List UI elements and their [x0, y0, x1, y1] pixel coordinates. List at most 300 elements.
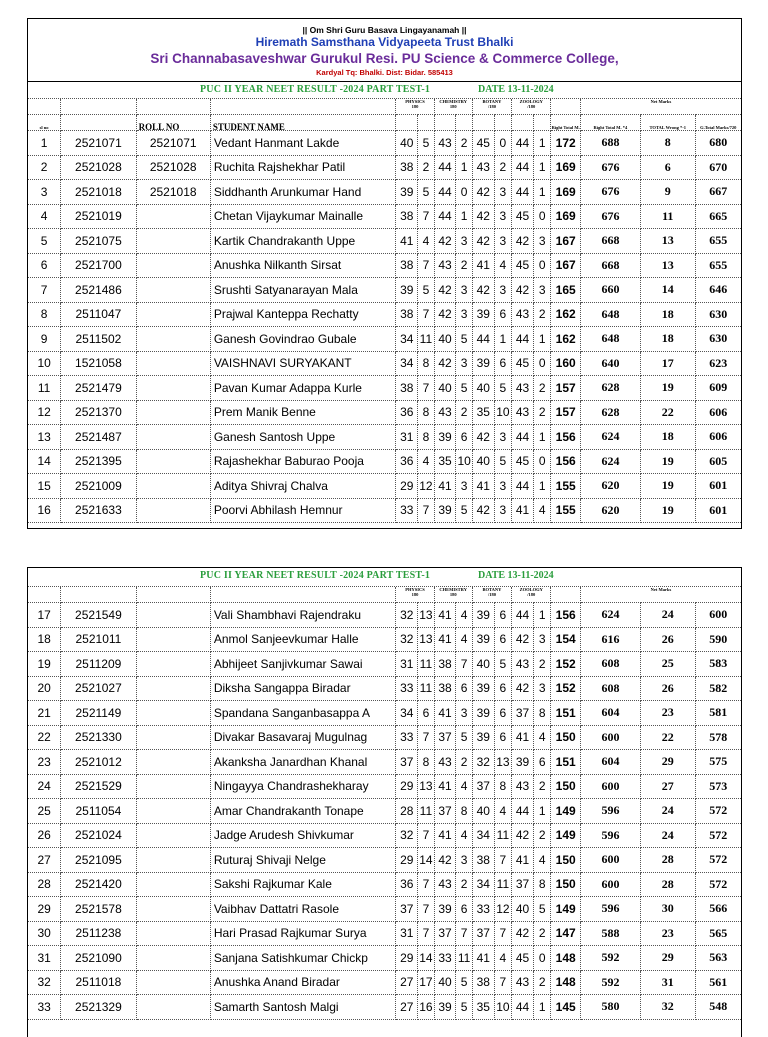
- chemistry-right-cell: 43: [434, 400, 456, 425]
- physics-right-cell: 34: [396, 327, 418, 352]
- zoology-right-cell: 43: [512, 774, 534, 799]
- physics-wrong-cell: 12: [418, 474, 434, 499]
- chemistry-right-cell: 44: [434, 180, 456, 205]
- roll-no-cell: [136, 400, 210, 425]
- right-total-cell: 150: [551, 848, 580, 873]
- zoology-right-cell: 45: [512, 204, 534, 229]
- physics-right-cell: 36: [396, 872, 418, 897]
- right-total-cell: 155: [551, 498, 580, 523]
- sl-no-cell: 10: [28, 351, 61, 376]
- right-total-x4-cell: 648: [580, 327, 640, 352]
- student-name-cell: Diksha Sangappa Biradar: [210, 676, 396, 701]
- marks-table-2: [28, 587, 741, 1020]
- wrong-total-cell: 26: [640, 676, 695, 701]
- botany-right-cell: 42: [472, 278, 494, 303]
- zoology-wrong-cell: 1: [533, 995, 550, 1020]
- roll-code-cell: 2521479: [61, 376, 136, 401]
- right-total-cell: 151: [551, 701, 580, 726]
- grand-total-cell: 600: [695, 603, 741, 628]
- sl-no-cell: 32: [28, 970, 61, 995]
- zoology-wrong-cell: 1: [533, 425, 550, 450]
- chemistry-wrong-cell: 8: [456, 799, 472, 824]
- physics-right-cell: 38: [396, 376, 418, 401]
- wrong-total-cell: 19: [640, 474, 695, 499]
- chemistry-right-cell: 40: [434, 376, 456, 401]
- grand-total-cell: 646: [695, 278, 741, 303]
- table-row: [28, 701, 741, 726]
- chemistry-right-cell: 43: [434, 253, 456, 278]
- student-name-cell: Vedant Hanmant Lakde: [210, 131, 396, 156]
- roll-code-cell: 2521633: [61, 498, 136, 523]
- zoology-wrong-cell: 4: [533, 725, 550, 750]
- roll-code-cell: 2521370: [61, 400, 136, 425]
- chemistry-wrong-cell: 3: [456, 229, 472, 254]
- chemistry-right-cell: 43: [434, 131, 456, 156]
- zoology-right-cell: 42: [512, 823, 534, 848]
- student-name-cell: Spandana Sanganbasappa A: [210, 701, 396, 726]
- zoology-wrong-cell: 1: [533, 155, 550, 180]
- grand-total-cell: 680: [695, 131, 741, 156]
- chemistry-right-cell: 44: [434, 204, 456, 229]
- zoology-wrong-cell: 0: [533, 253, 550, 278]
- botany-wrong-cell: 3: [494, 204, 511, 229]
- right-total-x4-cell: 628: [580, 400, 640, 425]
- right-total-x4-cell: 648: [580, 302, 640, 327]
- physics-right-cell: 34: [396, 351, 418, 376]
- table-row: [28, 351, 741, 376]
- physics-wrong-cell: 16: [418, 995, 434, 1020]
- sl-no-cell: 6: [28, 253, 61, 278]
- chemistry-right-cell: 42: [434, 848, 456, 873]
- botany-right-cell: 42: [472, 180, 494, 205]
- chemistry-right-cell: 41: [434, 774, 456, 799]
- chemistry-wrong-cell: 4: [456, 627, 472, 652]
- table-row: [28, 921, 741, 946]
- student-name-cell: Aditya Shivraj Chalva: [210, 474, 396, 499]
- botany-right-cell: 32: [472, 750, 494, 775]
- zoology-right-cell: 45: [512, 946, 534, 971]
- chemistry-wrong-cell: 3: [456, 848, 472, 873]
- botany-wrong-cell: 12: [494, 897, 511, 922]
- chemistry-wrong-cell: 0: [456, 180, 472, 205]
- zoology-right-cell: 42: [512, 676, 534, 701]
- sl-no-cell: 28: [28, 872, 61, 897]
- roll-no-cell: [136, 425, 210, 450]
- chemistry-right-cell: 37: [434, 725, 456, 750]
- botany-header-2: BOTANY /180: [472, 587, 511, 603]
- wrong-total-cell: 25: [640, 652, 695, 677]
- right-total-x4-cell: 616: [580, 627, 640, 652]
- physics-wrong-cell: 6: [418, 701, 434, 726]
- physics-right-cell: 38: [396, 253, 418, 278]
- botany-right-cell: 42: [472, 425, 494, 450]
- sl-no-cell: 20: [28, 676, 61, 701]
- right-total-x4-cell: 624: [580, 449, 640, 474]
- wrong-total-cell: 24: [640, 603, 695, 628]
- chemistry-wrong-cell: 6: [456, 425, 472, 450]
- zoology-right-cell: 43: [512, 376, 534, 401]
- botany-wrong-cell: 6: [494, 351, 511, 376]
- zoology-right-cell: 44: [512, 799, 534, 824]
- physics-wrong-cell: 7: [418, 376, 434, 401]
- physics-wrong-cell: 7: [418, 872, 434, 897]
- physics-right-cell: 36: [396, 449, 418, 474]
- chemistry-wrong-cell: 2: [456, 750, 472, 775]
- botany-wrong-cell: 6: [494, 627, 511, 652]
- student-name-cell: Poorvi Abhilash Hemnur: [210, 498, 396, 523]
- sl-no-cell: 2: [28, 155, 61, 180]
- zoology-right-cell: 39: [512, 750, 534, 775]
- physics-wrong-cell: 7: [418, 204, 434, 229]
- botany-right-cell: 39: [472, 603, 494, 628]
- zoology-wrong-cell: 3: [533, 627, 550, 652]
- botany-wrong-cell: 11: [494, 872, 511, 897]
- student-name-cell: Pavan Kumar Adappa Kurle: [210, 376, 396, 401]
- roll-code-cell: 2521549: [61, 603, 136, 628]
- physics-right-cell: 31: [396, 921, 418, 946]
- physics-wrong-cell: 14: [418, 848, 434, 873]
- student-name-cell: Anushka Nilkanth Sirsat: [210, 253, 396, 278]
- botany-right-cell: 33: [472, 897, 494, 922]
- botany-right-cell: 34: [472, 823, 494, 848]
- wrong-total-cell: 13: [640, 229, 695, 254]
- wrong-total-cell: 19: [640, 498, 695, 523]
- grand-total-cell: 565: [695, 921, 741, 946]
- roll-no-cell: [136, 278, 210, 303]
- zoology-wrong-cell: 0: [533, 351, 550, 376]
- botany-wrong-cell: 6: [494, 302, 511, 327]
- roll-code-cell: 2521578: [61, 897, 136, 922]
- grand-total-cell: 572: [695, 872, 741, 897]
- table-row: [28, 131, 741, 156]
- right-total-cell: 162: [551, 327, 580, 352]
- right-total-cell: 149: [551, 897, 580, 922]
- physics-right-cell: 40: [396, 131, 418, 156]
- roll-code-cell: 2521018: [61, 180, 136, 205]
- physics-right-cell: 37: [396, 750, 418, 775]
- zoology-right-cell: 45: [512, 351, 534, 376]
- table-row: [28, 652, 741, 677]
- roll-no-cell: [136, 872, 210, 897]
- right-total-cell: 155: [551, 474, 580, 499]
- zoology-wrong-cell: 1: [533, 327, 550, 352]
- grand-total-cell: 601: [695, 474, 741, 499]
- zoology-right-cell: 44: [512, 425, 534, 450]
- wrong-total-cell: 23: [640, 921, 695, 946]
- botany-wrong-cell: 6: [494, 676, 511, 701]
- wrong-total-cell: 22: [640, 725, 695, 750]
- roll-no-cell: [136, 774, 210, 799]
- roll-code-cell: 2521095: [61, 848, 136, 873]
- chemistry-wrong-cell: 2: [456, 131, 472, 156]
- physics-wrong-cell: 5: [418, 131, 434, 156]
- result-date-2: DATE 13-11-2024: [478, 570, 554, 581]
- physics-right-cell: 33: [396, 676, 418, 701]
- wrong-total-cell: 13: [640, 253, 695, 278]
- chemistry-wrong-cell: 5: [456, 725, 472, 750]
- right-total-cell: 157: [551, 376, 580, 401]
- grand-total-cell: 655: [695, 253, 741, 278]
- grand-total-cell: 583: [695, 652, 741, 677]
- zoology-wrong-cell: 0: [533, 449, 550, 474]
- botany-wrong-cell: 4: [494, 253, 511, 278]
- right-total-x4-cell: 600: [580, 848, 640, 873]
- right-total-cell: 148: [551, 946, 580, 971]
- roll-no-cell: [136, 376, 210, 401]
- student-name-cell: Jadge Arudesh Shivkumar: [210, 823, 396, 848]
- chemistry-wrong-cell: 1: [456, 155, 472, 180]
- zoology-wrong-cell: 2: [533, 376, 550, 401]
- botany-wrong-cell: 3: [494, 498, 511, 523]
- right-total-x4-cell: 596: [580, 897, 640, 922]
- physics-wrong-cell: 8: [418, 425, 434, 450]
- result-rows-1: [28, 131, 741, 523]
- sl-no-cell: 24: [28, 774, 61, 799]
- right-total-cell: 148: [551, 970, 580, 995]
- sl-no-cell: 25: [28, 799, 61, 824]
- physics-wrong-cell: 2: [418, 155, 434, 180]
- physics-right-cell: 32: [396, 823, 418, 848]
- table-row: [28, 970, 741, 995]
- student-name-cell: Vaibhav Dattatri Rasole: [210, 897, 396, 922]
- botany-wrong-cell: 13: [494, 750, 511, 775]
- table-row: [28, 449, 741, 474]
- table-row: [28, 474, 741, 499]
- roll-no-cell: [136, 474, 210, 499]
- chemistry-wrong-cell: 4: [456, 823, 472, 848]
- roll-no-cell: [136, 253, 210, 278]
- physics-right-cell: 39: [396, 278, 418, 303]
- chemistry-right-cell: 37: [434, 921, 456, 946]
- roll-code-cell: 1521058: [61, 351, 136, 376]
- student-name-cell: Amar Chandrakanth Tonape: [210, 799, 396, 824]
- right-total-x4-cell: 688: [580, 131, 640, 156]
- right-total-x4-cell: 620: [580, 498, 640, 523]
- right-total-cell: 156: [551, 603, 580, 628]
- zoology-right-cell: 44: [512, 180, 534, 205]
- roll-code-cell: 2521395: [61, 449, 136, 474]
- table-row: [28, 750, 741, 775]
- roll-code-cell: 2521529: [61, 774, 136, 799]
- right-total-x4-cell: 592: [580, 970, 640, 995]
- chemistry-right-cell: 43: [434, 750, 456, 775]
- student-name-cell: Prajwal Kanteppa Rechatty: [210, 302, 396, 327]
- student-name-cell: Kartik Chandrakanth Uppe: [210, 229, 396, 254]
- roll-no-cell: [136, 603, 210, 628]
- physics-right-cell: 31: [396, 652, 418, 677]
- sl-no-cell: 26: [28, 823, 61, 848]
- zoology-wrong-cell: 8: [533, 872, 550, 897]
- roll-no-cell: [136, 848, 210, 873]
- roll-no-cell: 2521018: [136, 180, 210, 205]
- zoology-wrong-cell: 1: [533, 180, 550, 205]
- chemistry-right-cell: 41: [434, 627, 456, 652]
- zoology-wrong-cell: 6: [533, 750, 550, 775]
- botany-right-cell: 38: [472, 848, 494, 873]
- botany-right-cell: 39: [472, 676, 494, 701]
- botany-wrong-cell: 11: [494, 823, 511, 848]
- zoology-right-cell: 44: [512, 155, 534, 180]
- grand-total-cell: 581: [695, 701, 741, 726]
- wrong-total-cell: 32: [640, 995, 695, 1020]
- right-total-x4-cell: 596: [580, 823, 640, 848]
- physics-wrong-cell: 7: [418, 823, 434, 848]
- sl-no-cell: 29: [28, 897, 61, 922]
- zoology-header-2: ZOOLOGY /180: [512, 587, 551, 603]
- zoology-wrong-cell: 3: [533, 676, 550, 701]
- grand-total-cell: 670: [695, 155, 741, 180]
- chemistry-wrong-cell: 2: [456, 400, 472, 425]
- zoology-wrong-cell: 2: [533, 302, 550, 327]
- right-total-x4-cell: 628: [580, 376, 640, 401]
- physics-right-cell: 38: [396, 204, 418, 229]
- chemistry-right-cell: 44: [434, 155, 456, 180]
- right-total-cell: 172: [551, 131, 580, 156]
- wrong-total-cell: 17: [640, 351, 695, 376]
- chemistry-right-cell: 40: [434, 327, 456, 352]
- zoology-right-cell: 43: [512, 302, 534, 327]
- physics-header: PHYSICS 180: [396, 99, 434, 115]
- sl-no-cell: 3: [28, 180, 61, 205]
- zoology-right-cell: 43: [512, 400, 534, 425]
- zoology-wrong-cell: 2: [533, 652, 550, 677]
- zoology-wrong-cell: 2: [533, 970, 550, 995]
- wrong-total-cell: 14: [640, 278, 695, 303]
- botany-wrong-cell: 3: [494, 474, 511, 499]
- table-row: [28, 799, 741, 824]
- grand-total-header: G.Total Marks/720: [695, 115, 741, 131]
- roll-no-cell: [136, 921, 210, 946]
- botany-wrong-cell: 1: [494, 327, 511, 352]
- roll-no-cell: [136, 970, 210, 995]
- student-name-cell: Sakshi Rajkumar Kale: [210, 872, 396, 897]
- wrong-total-cell: 19: [640, 449, 695, 474]
- grand-total-cell: 563: [695, 946, 741, 971]
- chemistry-right-cell: 35: [434, 449, 456, 474]
- roll-code-cell: 2511238: [61, 921, 136, 946]
- roll-no-cell: [136, 627, 210, 652]
- roll-code-cell: 2521009: [61, 474, 136, 499]
- grand-total-cell: 572: [695, 823, 741, 848]
- right-total-x4-cell: 660: [580, 278, 640, 303]
- roll-code-cell: 2521700: [61, 253, 136, 278]
- botany-right-cell: 41: [472, 253, 494, 278]
- zoology-right-cell: 45: [512, 449, 534, 474]
- physics-wrong-cell: 13: [418, 603, 434, 628]
- wrong-total-cell: 30: [640, 897, 695, 922]
- student-name-cell: Srushti Satyanarayan Mala: [210, 278, 396, 303]
- botany-wrong-cell: 5: [494, 449, 511, 474]
- wrong-total-cell: 27: [640, 774, 695, 799]
- roll-no-cell: [136, 449, 210, 474]
- right-total-cell: 149: [551, 799, 580, 824]
- chemistry-wrong-cell: 3: [456, 701, 472, 726]
- right-total-header: Right Total M.: [551, 115, 580, 131]
- sl-no-cell: 9: [28, 327, 61, 352]
- physics-right-cell: 32: [396, 603, 418, 628]
- grand-total-cell: 548: [695, 995, 741, 1020]
- wrong-total-cell: 22: [640, 400, 695, 425]
- wrong-total-cell: 18: [640, 327, 695, 352]
- zoology-wrong-cell: 1: [533, 603, 550, 628]
- botany-wrong-cell: 3: [494, 180, 511, 205]
- table-row: [28, 848, 741, 873]
- chemistry-wrong-cell: 4: [456, 603, 472, 628]
- result-sheet-1: [27, 18, 742, 529]
- physics-header-2: PHYSICS 180: [396, 587, 434, 603]
- physics-wrong-cell: 8: [418, 750, 434, 775]
- zoology-wrong-cell: 3: [533, 278, 550, 303]
- table-row: [28, 425, 741, 450]
- botany-right-cell: 42: [472, 204, 494, 229]
- botany-wrong-cell: 10: [494, 995, 511, 1020]
- physics-right-cell: 29: [396, 946, 418, 971]
- student-name-cell: Ningayya Chandrashekharay: [210, 774, 396, 799]
- table-row: [28, 603, 741, 628]
- table-row: [28, 229, 741, 254]
- botany-wrong-cell: 10: [494, 400, 511, 425]
- botany-wrong-cell: 7: [494, 970, 511, 995]
- grand-total-cell: 630: [695, 302, 741, 327]
- physics-wrong-cell: 7: [418, 253, 434, 278]
- physics-wrong-cell: 11: [418, 676, 434, 701]
- student-name-cell: Ruchita Rajshekhar Patil: [210, 155, 396, 180]
- column-header-row: [28, 115, 741, 131]
- zoology-right-cell: 42: [512, 229, 534, 254]
- right-total-x4-cell: 676: [580, 204, 640, 229]
- physics-wrong-cell: 5: [418, 180, 434, 205]
- right-total-cell: 150: [551, 872, 580, 897]
- physics-wrong-cell: 4: [418, 229, 434, 254]
- botany-header: BOTANY /180: [472, 99, 511, 115]
- marks-table-1: [28, 99, 741, 523]
- grand-total-cell: 667: [695, 180, 741, 205]
- sl-no-header: sl no: [28, 115, 61, 131]
- table-row: [28, 676, 741, 701]
- chemistry-right-cell: 37: [434, 799, 456, 824]
- physics-right-cell: 39: [396, 180, 418, 205]
- right-total-x4-cell: 676: [580, 155, 640, 180]
- botany-wrong-cell: 8: [494, 774, 511, 799]
- physics-wrong-cell: 7: [418, 498, 434, 523]
- grand-total-cell: 623: [695, 351, 741, 376]
- table-row: [28, 897, 741, 922]
- wrong-total-cell: 29: [640, 750, 695, 775]
- physics-right-cell: 29: [396, 474, 418, 499]
- chemistry-wrong-cell: 5: [456, 970, 472, 995]
- chemistry-wrong-cell: 11: [456, 946, 472, 971]
- grand-total-cell: 582: [695, 676, 741, 701]
- grand-total-cell: 665: [695, 204, 741, 229]
- wrong-total-cell: 11: [640, 204, 695, 229]
- zoology-right-cell: 44: [512, 131, 534, 156]
- right-total-cell: 152: [551, 676, 580, 701]
- college-name: Sri Channabasaveshwar Gurukul Resi. PU Science & Commerce College,: [150, 51, 619, 66]
- table-row: [28, 180, 741, 205]
- roll-code-cell: 2521012: [61, 750, 136, 775]
- zoology-right-cell: 43: [512, 970, 534, 995]
- student-name-cell: Vali Shambhavi Rajendraku: [210, 603, 396, 628]
- roll-code-cell: 2521330: [61, 725, 136, 750]
- roll-no-cell: [136, 302, 210, 327]
- student-name-cell: Abhijeet Sanjivkumar Sawai: [210, 652, 396, 677]
- subject-header-row-2: [28, 587, 741, 603]
- zoology-right-cell: 45: [512, 253, 534, 278]
- sl-no-cell: 12: [28, 400, 61, 425]
- physics-wrong-cell: 5: [418, 278, 434, 303]
- zoology-wrong-cell: 4: [533, 848, 550, 873]
- botany-wrong-cell: 4: [494, 946, 511, 971]
